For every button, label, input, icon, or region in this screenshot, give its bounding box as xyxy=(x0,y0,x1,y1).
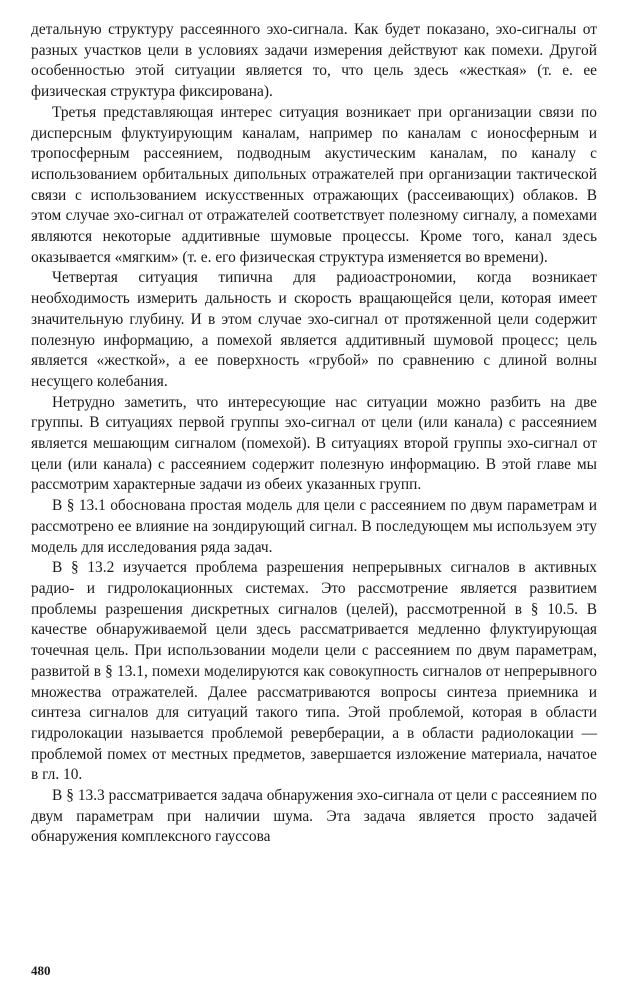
page-number: 480 xyxy=(31,963,51,978)
paragraph-1: детальную структуру рассеянного эхо-сигнала. Как будет показано, эхо-сигналы от разных участков цели в условиях задачи измерения действуют как помехи. Другой особенностью этой ситуации является то, что цель здесь «жесткая» (т. е. ее физическая структура фиксирована). xyxy=(31,21,597,101)
paragraph-3: Четвертая ситуация типична для радиоастрономии, когда возникает необходимость измерить дальность и скорость вращающейся цели, которая имеет значительную глубину. И в этом случае эхо-сигнал от протяженной цели содержит полезную информацию, а помехой является аддитивный шумовой процесс; цель является «жесткой», а ее поверхность «грубой» по сравнению с длиной волны несущего колебания. xyxy=(31,269,597,390)
page-text-body xyxy=(31,20,597,848)
paragraph-7: В § 13.3 рассматривается задача обнаружения эхо-сигнала от цели с рассеянием по двум параметрам при наличии шума. Эта задача является просто задачей обнаружения комплексного гауссова xyxy=(31,787,597,846)
paragraph-6: В § 13.2 изучается проблема разрешения непрерывных сигналов в активных радио- и гидролокационных системах. Это рассмотрение является развитием проблемы разрешения дискретных сигналов (целей), рассмотренной в § 10.5. В качестве обнаруживаемой цели здесь рассматривается медленно флуктуирующая точечная цель. При использовании модели цели с рассеянием по двум параметрам, развитой в § 13.1, помехи моделируются как совокупность сигналов от непрерывного множества отражателей. Далее рассматриваются вопросы синтеза приемника и синтеза сигналов для ситуаций такого типа. Этой проблемой, которая в области гидролокации называется проблемой реверберации, а в области радиолокации — проблемой помех от местных предметов, завершается изложение материала, начатое в гл. 10. xyxy=(31,559,597,784)
paragraph-2: Третья представляющая интерес ситуация возникает при организации связи по дисперсным флуктуирующим каналам, например по каналам с ионосферным и тропосферным рассеянием, подводным акустическим каналам, по каналу с использованием орбитальных дипольных отражателей при организации тактической связи с использованием искусственных отражающих (рассеивающих) облаков. В этом случае эхо-сигнал от отражателей соответствует полезному сигналу, а помехами являются некоторые аддитивные шумовые процессы. Кроме того, канал здесь оказывается «мягким» (т. е. его физическая структура изменяется во времени). xyxy=(31,103,597,266)
paragraph-4: Нетрудно заметить, что интересующие нас ситуации можно разбить на две группы. В ситуациях первой группы эхо-сигнал от цели (или канала) с рассеянием является мешающим сигналом (помехой). В ситуациях второй группы эхо-сигнал от цели (или канала) с рассеянием содержит полезную информацию. В этой главе мы рассмотрим характерные задачи из обеих указанных групп. xyxy=(31,393,597,494)
paragraph-5: В § 13.1 обоснована простая модель для цели с рассеянием по двум параметрам и рассмотрено ее влияние на зондирующий сигнал. В последующем мы используем эту модель для исследования ряда задач. xyxy=(31,497,597,556)
